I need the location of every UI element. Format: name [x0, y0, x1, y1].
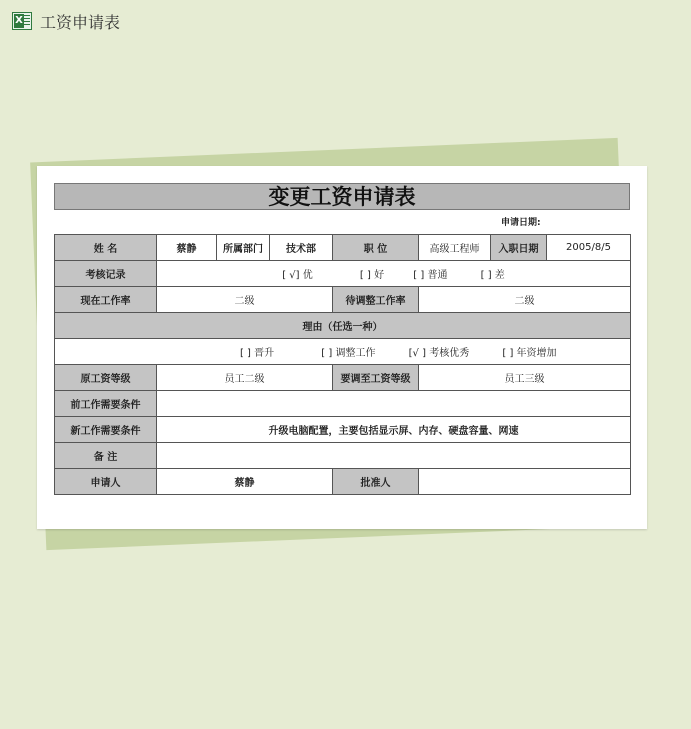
join-date-label: 入职日期 — [491, 235, 547, 261]
name-value: 蔡静 — [157, 235, 217, 261]
table-row — [55, 339, 631, 365]
current-rate-value: 二级 — [157, 287, 333, 313]
reason-promotion[interactable]: [ ] 晋升 — [239, 348, 275, 359]
remarks-label: 备 注 — [55, 443, 157, 469]
approver-label: 批准人 — [333, 469, 419, 495]
salary-form — [54, 183, 630, 495]
position-label: 职 位 — [333, 235, 419, 261]
applicant-value: 蔡静 — [157, 469, 333, 495]
form-title: 变更工资申请表 — [54, 183, 630, 210]
excel-icon: X — [12, 12, 32, 30]
prev-req-label: 前工作需要条件 — [55, 391, 157, 417]
table-row — [55, 235, 631, 261]
reason-excellent-review[interactable]: [√ ] 考核优秀 — [408, 348, 470, 359]
reason-options — [157, 339, 631, 365]
table-row — [55, 261, 631, 287]
date-label: 申请日期: — [501, 218, 541, 228]
position-value: 高级工程师 — [419, 235, 491, 261]
option-poor[interactable]: [ ] 差 — [480, 270, 505, 281]
orig-grade-value: 员工二级 — [157, 365, 333, 391]
table-row — [55, 365, 631, 391]
form-table — [54, 234, 631, 495]
page-header — [12, 10, 120, 32]
prev-req-value[interactable] — [157, 391, 631, 417]
remarks-value[interactable] — [157, 443, 631, 469]
target-rate-value: 二级 — [419, 287, 631, 313]
option-good[interactable]: [ ] 好 — [359, 270, 385, 281]
orig-grade-label: 原工资等级 — [55, 365, 157, 391]
option-excellent[interactable]: [ √] 优 — [282, 270, 313, 281]
approver-value[interactable] — [419, 469, 631, 495]
option-normal[interactable]: [ ] 普通 — [413, 270, 448, 281]
current-rate-label: 现在工作率 — [55, 287, 157, 313]
reason-seniority[interactable]: [ ] 年资增加 — [502, 348, 557, 359]
reason-blank — [55, 339, 157, 365]
table-row — [55, 313, 631, 339]
new-grade-value: 员工三级 — [419, 365, 631, 391]
dept-value: 技术部 — [270, 235, 333, 261]
name-label: 姓 名 — [55, 235, 157, 261]
review-label: 考核记录 — [55, 261, 157, 287]
table-row — [55, 469, 631, 495]
new-grade-label: 要调至工资等级 — [333, 365, 419, 391]
table-row — [55, 391, 631, 417]
dept-label: 所属部门 — [217, 235, 270, 261]
page-title: 工资申请表 — [40, 12, 121, 32]
review-options — [157, 261, 631, 287]
applicant-label: 申请人 — [55, 469, 157, 495]
reason-header: 理由（任选一种） — [55, 313, 631, 339]
date-row — [54, 210, 630, 234]
table-row — [55, 417, 631, 443]
join-date-value: 2005/8/5 — [547, 235, 631, 261]
table-row — [55, 287, 631, 313]
new-req-value[interactable]: 升级电脑配置，主要包括显示屏、内存、硬盘容量、网速 — [157, 417, 631, 443]
new-req-label: 新工作需要条件 — [55, 417, 157, 443]
table-row — [55, 443, 631, 469]
reason-adjust-job[interactable]: [ ] 调整工作 — [321, 348, 376, 359]
target-rate-label: 待调整工作率 — [333, 287, 419, 313]
